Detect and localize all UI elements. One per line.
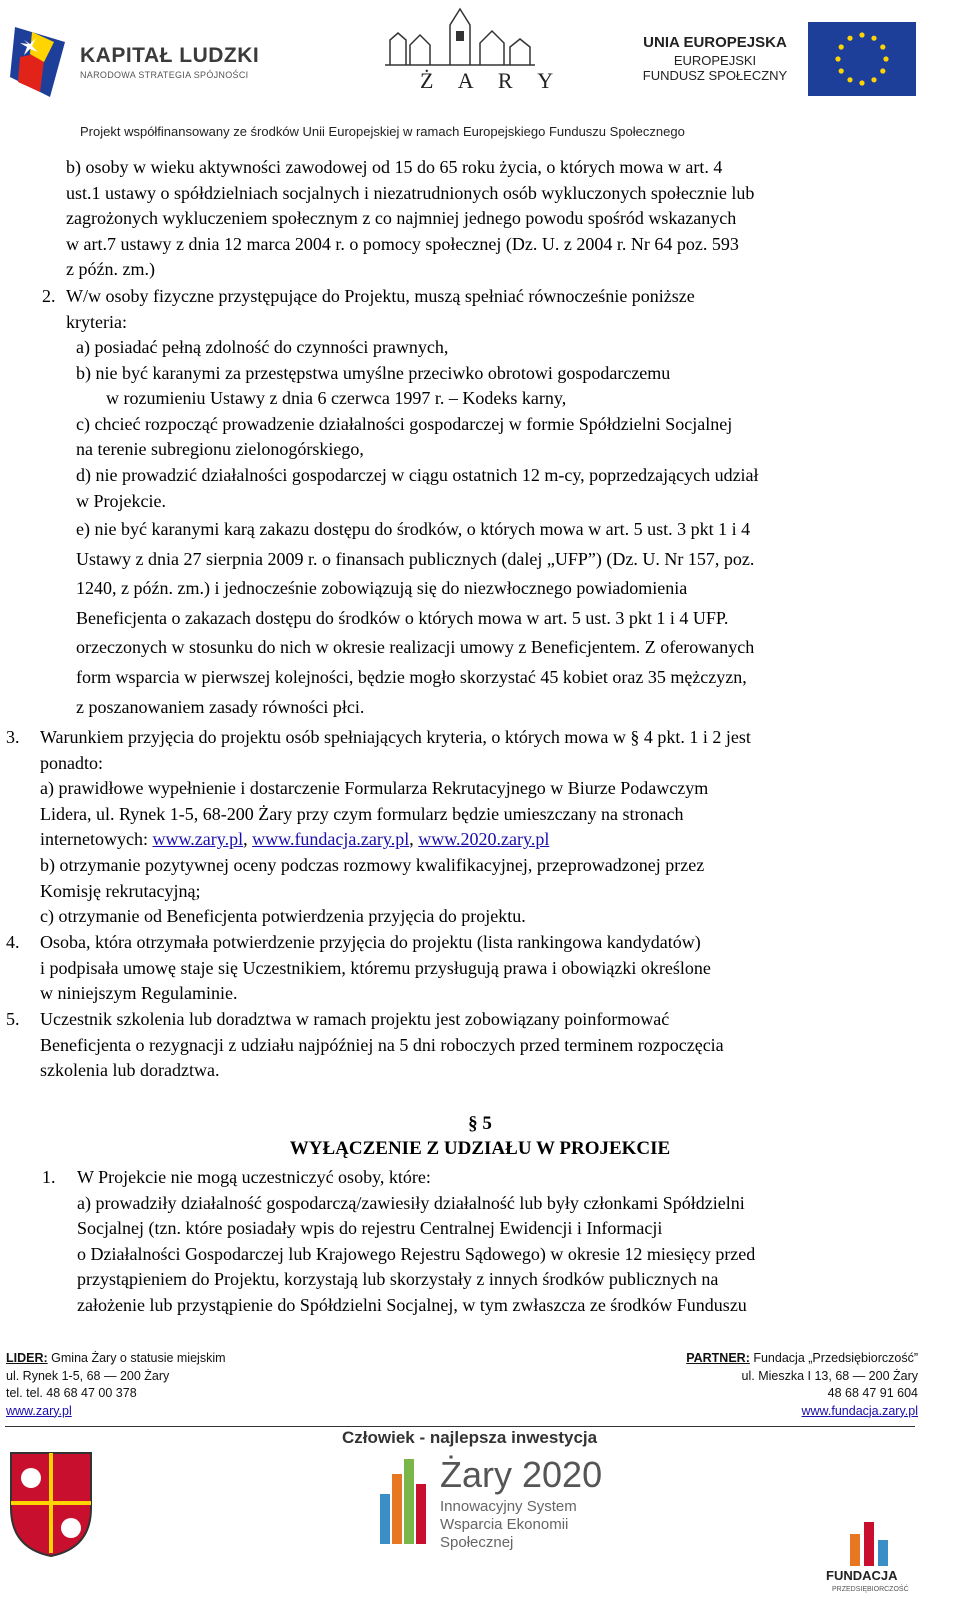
criterion-c: c) chcieć rozpocząć prowadzenie działalności gospodarczej w formie Spółdzielni Socjalnej	[76, 413, 733, 434]
footer-divider	[5, 1426, 915, 1427]
text-line: e) nie być karanymi karą zakazu dostępu do środków, o których mowa w art. 5 ust. 3 pkt 1 i 4	[76, 519, 751, 539]
coat-of-arms-icon	[6, 1448, 96, 1558]
link-zary[interactable]: www.zary.pl	[152, 829, 244, 850]
lider-name: Gmina Żary o statusie miejskim	[51, 1351, 226, 1365]
text-line: zagrożonych wykluczeniem społecznym z co najmniej jednego powodu spośród wskazanych	[66, 208, 737, 229]
eu-star	[880, 68, 885, 73]
links-line	[40, 827, 926, 853]
text-line: kryteria:	[66, 311, 127, 332]
section-number: § 5	[468, 1113, 492, 1134]
eu-line3: FUNDUSZ SPOŁECZNY	[642, 68, 788, 83]
text-line: Beneficjenta o rezygnacji z udziału najpóźniej na 5 dni roboczych przed terminem rozpoczęcia	[40, 1034, 724, 1055]
text-line: b) osoby w wieku aktywności zawodowej od 15 do 65 roku życia, o których mowa w art. 4	[66, 157, 723, 177]
text-line: z późn. zm.)	[66, 259, 155, 280]
text-line: i podpisała umowę staje się Uczestnikiem, któremu przysługują prawa i obowiązki określone	[40, 957, 711, 978]
eu-text	[630, 34, 800, 83]
fundacja-label: FUNDACJA	[826, 1568, 898, 1583]
text-line: Osoba, która otrzymała potwierdzenie przyjęcia do projektu (lista rankingowa kandydatów)	[40, 932, 701, 952]
text-line: form wsparcia w pierwszej kolejności, będzie mogło skorzystać 45 kobiet oraz 35 mężczyzn,	[76, 666, 747, 687]
partner-phone: 48 68 47 91 604	[827, 1386, 918, 1400]
paragraph-3	[40, 725, 926, 930]
eu-star	[883, 56, 888, 61]
lider-address: ul. Rynek 1-5, 68 — 200 Żary	[6, 1368, 170, 1383]
kl-title: KAPITAŁ LUDZKI	[80, 44, 260, 67]
partner-address: ul. Mieszka I 13, 68 — 200 Żary	[741, 1368, 918, 1383]
page-header	[0, 0, 960, 150]
text-line: orzeczonych w stosunku do nich w okresie realizacji umowy z Beneficjentem. Z oferowanych	[76, 637, 755, 658]
list-number: 4.	[6, 932, 20, 952]
criteria-list	[76, 335, 926, 514]
criterion-a: a) posiadać pełną zdolność do czynności prawnych,	[76, 337, 449, 357]
criterion-e	[76, 515, 926, 722]
eu-line2: EUROPEJSKI	[673, 53, 757, 68]
section-title: WYŁĄCZENIE Z UDZIAŁU W PROJEKCIE	[289, 1138, 671, 1159]
criterion-c-cont: na terenie subregionu zielonogórskiego,	[76, 439, 364, 460]
link-2020[interactable]: www.2020.zary.pl	[418, 829, 550, 850]
link-separator: ,	[243, 829, 253, 850]
fundacja-sub: PRZEDSIĘBIORCZOŚĆ	[832, 1586, 909, 1593]
list-number: 3.	[6, 727, 20, 747]
text-line: a) prawidłowe wypełnienie i dostarczenie Formularza Rekrutacyjnego w Biurze Podawczym	[40, 778, 709, 799]
text-line: o Działalności Gospodarczej lub Krajowego Rejestru Sądowego) w okresie 12 miesięcy przed	[77, 1243, 756, 1264]
list-number: 5.	[6, 1009, 20, 1029]
partner-website[interactable]: www.fundacja.zary.pl	[801, 1403, 918, 1418]
text-line: założenie lub przystąpienie do Spółdzielni Socjalnej, w tym zwłaszcza ze środków Funduszu	[77, 1294, 747, 1315]
paragraph-2	[66, 284, 926, 335]
partner-name: Fundacja „Przedsiębiorczość”	[753, 1351, 918, 1365]
text-line: z poszanowaniem zasady równości płci.	[76, 696, 365, 717]
eu-star	[871, 36, 876, 41]
lider-label: LIDER:	[6, 1351, 48, 1365]
fundacja-logo-icon	[840, 1514, 900, 1568]
text-line: w niniejszym Regulaminie.	[40, 983, 238, 1004]
eu-star	[859, 32, 864, 37]
cofinancing-note: Projekt współfinansowany ze środków Unii Europejskiej w ramach Europejskiego Funduszu Społecznego	[80, 124, 685, 139]
links-prefix: internetowych:	[40, 829, 153, 850]
text-line: w art.7 ustawy z dnia 12 marca 2004 r. o pomocy społecznej (Dz. U. z 2004 r. Nr 64 poz. 593	[66, 233, 739, 254]
criterion-d-cont: w Projekcie.	[76, 490, 166, 511]
link-separator: ,	[409, 829, 419, 850]
text-line: ust.1 ustawy o spółdzielniach socjalnych i niezatrudnionych osób wykluczonych społecznie lub	[66, 182, 755, 203]
page-footer	[0, 1336, 960, 1621]
footer-slogan: Człowiek - najlepsza inwestycja	[342, 1428, 598, 1447]
text-line: Warunkiem przyjęcia do projektu osób spełniających kryteria, o których mowa w § 4 pkt. 1 i 2 jest	[40, 727, 751, 747]
subtitle-line: Społecznej	[440, 1534, 514, 1551]
criterion-b-cont: w rozumieniu Ustawy z dnia 6 czerwca 1997 r. – Kodeks karny,	[106, 388, 567, 409]
list-number: 2.	[42, 286, 56, 306]
text-line: Lidera, ul. Rynek 1-5, 68-200 Żary przy czym formularz będzie umieszczany na stronach	[40, 803, 684, 824]
text-line: W Projekcie nie mogą uczestniczyć osoby, które:	[77, 1167, 431, 1187]
lider-contact	[6, 1350, 226, 1420]
eu-star	[839, 44, 844, 49]
zary2020-logo-icon	[378, 1454, 432, 1546]
zary-logo-text: Ż A R Y	[420, 68, 564, 93]
lider-website[interactable]: www.zary.pl	[6, 1403, 72, 1418]
eu-star	[880, 44, 885, 49]
subtitle-line: Innowacyjny System	[440, 1498, 577, 1515]
text-line: c) otrzymanie od Beneficjenta potwierdzenia przyjęcia do projektu.	[40, 906, 526, 927]
text-line: szkolenia lub doradztwa.	[40, 1060, 220, 1081]
eu-flag-icon	[808, 22, 916, 96]
paragraph-4	[40, 930, 926, 1007]
text-line: Komisję rekrutacyjną;	[40, 880, 201, 901]
paragraph-5	[40, 1007, 926, 1084]
eu-star	[859, 80, 864, 85]
eu-star	[835, 56, 840, 61]
zary2020-title: Żary 2020	[440, 1454, 603, 1495]
subtitle-line: Wsparcia Ekonomii	[440, 1516, 569, 1533]
text-line: a) prowadziły działalność gospodarczą/zawiesiły działalność lub były członkami Spółdzielni	[77, 1192, 745, 1213]
text-line: Socjalnej (tzn. które posiadały wpis do rejestru Centralnej Ewidencji i Informacji	[77, 1218, 663, 1239]
eu-star	[847, 36, 852, 41]
text-line: b) otrzymanie pozytywnej oceny podczas rozmowy kwalifikacyjnej, przeprowadzonej przez	[40, 854, 705, 875]
text-line: Beneficjenta o zakazach dostępu do środków o których mowa w art. 5 ust. 3 pkt 1 i 4 UFP.	[76, 607, 729, 628]
kl-subtitle: NARODOWA STRATEGIA SPÓJNOŚCI	[80, 70, 249, 80]
text-line: Ustawy z dnia 27 sierpnia 2009 r. o finansach publicznych (dalej „UFP”) (Dz. U. Nr 157, poz.	[76, 548, 755, 569]
section-5-item-1	[77, 1165, 926, 1319]
eu-star	[847, 77, 852, 82]
link-fundacja[interactable]: www.fundacja.zary.pl	[252, 829, 410, 850]
text-line: przystąpieniem do Projektu, korzystają lub skorzystały z innych środków publicznych na	[77, 1269, 719, 1290]
eu-star	[839, 68, 844, 73]
text-line: ponadto:	[40, 752, 103, 773]
list-number: 1.	[42, 1167, 56, 1187]
text-line: W/w osoby fizyczne przystępujące do Projektu, muszą spełniać równocześnie poniższe	[66, 286, 695, 306]
text-line: 1240, z późn. zm.) i jednocześnie zobowiązują się do niezwłocznego powiadomienia	[76, 578, 688, 599]
lider-phone: tel. tel. 48 68 47 00 378	[6, 1386, 137, 1400]
eu-star	[871, 77, 876, 82]
text-line: Uczestnik szkolenia lub doradztwa w ramach projektu jest zobowiązany poinformować	[40, 1009, 670, 1029]
criterion-b: b) nie być karanymi za przestępstwa umyślne przeciwko obrotowi gospodarczemu	[76, 362, 671, 383]
partner-contact	[686, 1350, 918, 1420]
paragraph-b	[66, 155, 926, 283]
eu-line1: UNIA EUROPEJSKA	[643, 34, 787, 51]
criterion-d: d) nie prowadzić działalności gospodarczej w ciągu ostatnich 12 m-cy, poprzedzających udział	[76, 464, 759, 485]
partner-label: PARTNER:	[686, 1351, 750, 1365]
zary2020-subtitle	[440, 1498, 577, 1552]
